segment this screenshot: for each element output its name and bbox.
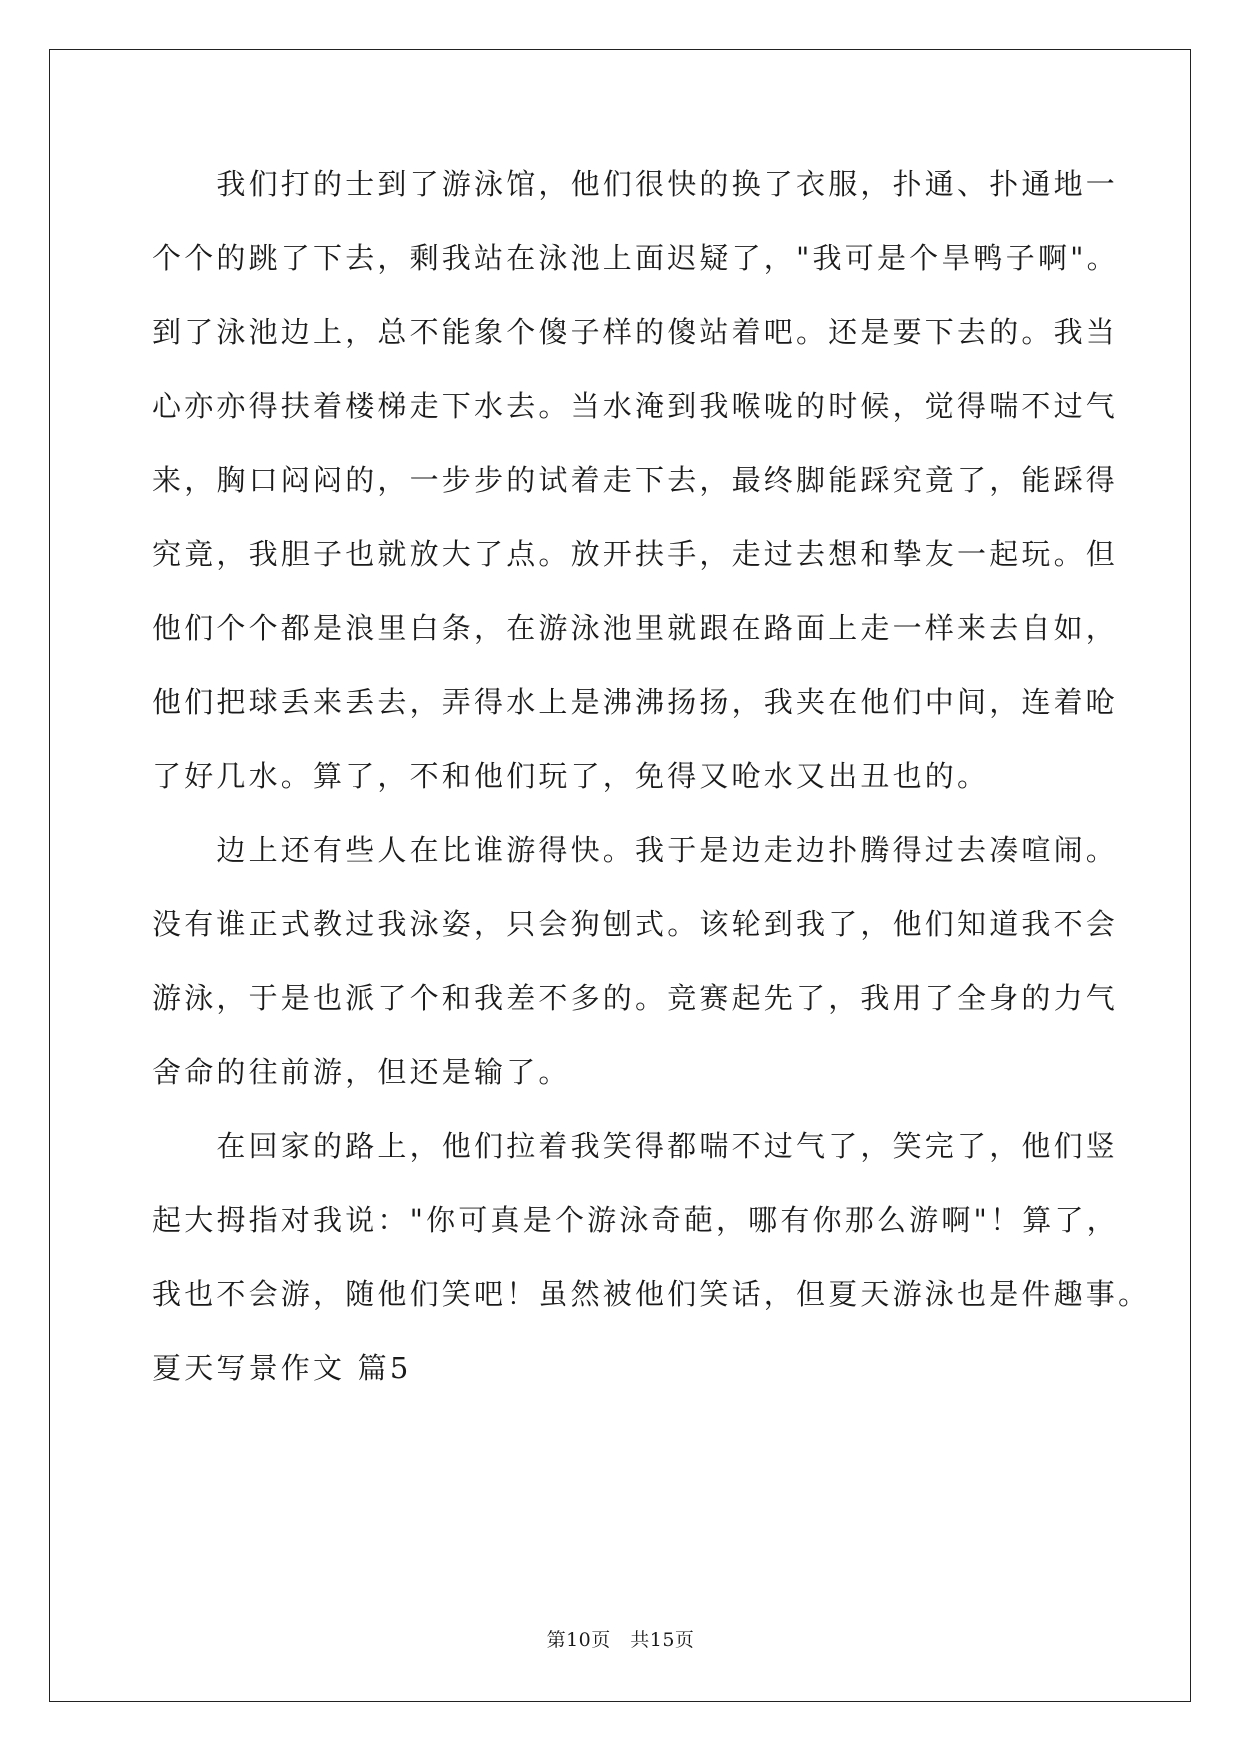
text-line: 个个的跳了下去，剩我站在泳池上面迟疑了，"我可是个旱鸭子啊"。 bbox=[152, 241, 1119, 275]
text-line: 舍命的往前游，但还是输了。 bbox=[152, 1055, 571, 1089]
page-border bbox=[49, 49, 1191, 1702]
page-number: 第10页 共15页 bbox=[546, 1629, 695, 1651]
text-line: 他们把球丢来丢去，弄得水上是沸沸扬扬，我夹在他们中间，连着呛 bbox=[152, 685, 1119, 719]
text-line: 我也不会游，随他们笑吧！虽然被他们笑话，但夏天游泳也是件趣事。 bbox=[152, 1277, 1151, 1311]
text-line: 来，胸口闷闷的，一步步的试着走下去，最终脚能踩究竟了，能踩得 bbox=[152, 463, 1119, 497]
text-line: 在回家的路上，他们拉着我笑得都喘不过气了，笑完了，他们竖 bbox=[152, 1129, 1119, 1163]
page-footer bbox=[0, 1625, 1241, 1652]
text-line: 了好几水。算了，不和他们玩了，免得又呛水又出丑也的。 bbox=[152, 759, 990, 793]
text-line: 究竟，我胆子也就放大了点。放开扶手，走过去想和挚友一起玩。但 bbox=[152, 537, 1119, 571]
text-line: 游泳，于是也派了个和我差不多的。竞赛起先了，我用了全身的力气 bbox=[152, 981, 1119, 1015]
text-line: 我们打的士到了游泳馆，他们很快的换了衣服，扑通、扑通地一 bbox=[152, 167, 1119, 201]
text-line: 心亦亦得扶着楼梯走下水去。当水淹到我喉咙的时候，觉得喘不过气 bbox=[152, 389, 1119, 423]
text-line: 起大拇指对我说："你可真是个游泳奇葩，哪有你那么游啊"！算了， bbox=[152, 1203, 1119, 1237]
section-heading: 夏天写景作文 篇5 bbox=[152, 1351, 412, 1385]
text-line: 到了泳池边上，总不能象个傻子样的傻站着吧。还是要下去的。我当 bbox=[152, 315, 1119, 349]
text-line: 边上还有些人在比谁游得快。我于是边走边扑腾得过去凑喧闹。 bbox=[152, 833, 1119, 867]
text-line: 没有谁正式教过我泳姿，只会狗刨式。该轮到我了，他们知道我不会 bbox=[152, 907, 1119, 941]
text-line: 他们个个都是浪里白条，在游泳池里就跟在路面上走一样来去自如， bbox=[152, 611, 1119, 645]
